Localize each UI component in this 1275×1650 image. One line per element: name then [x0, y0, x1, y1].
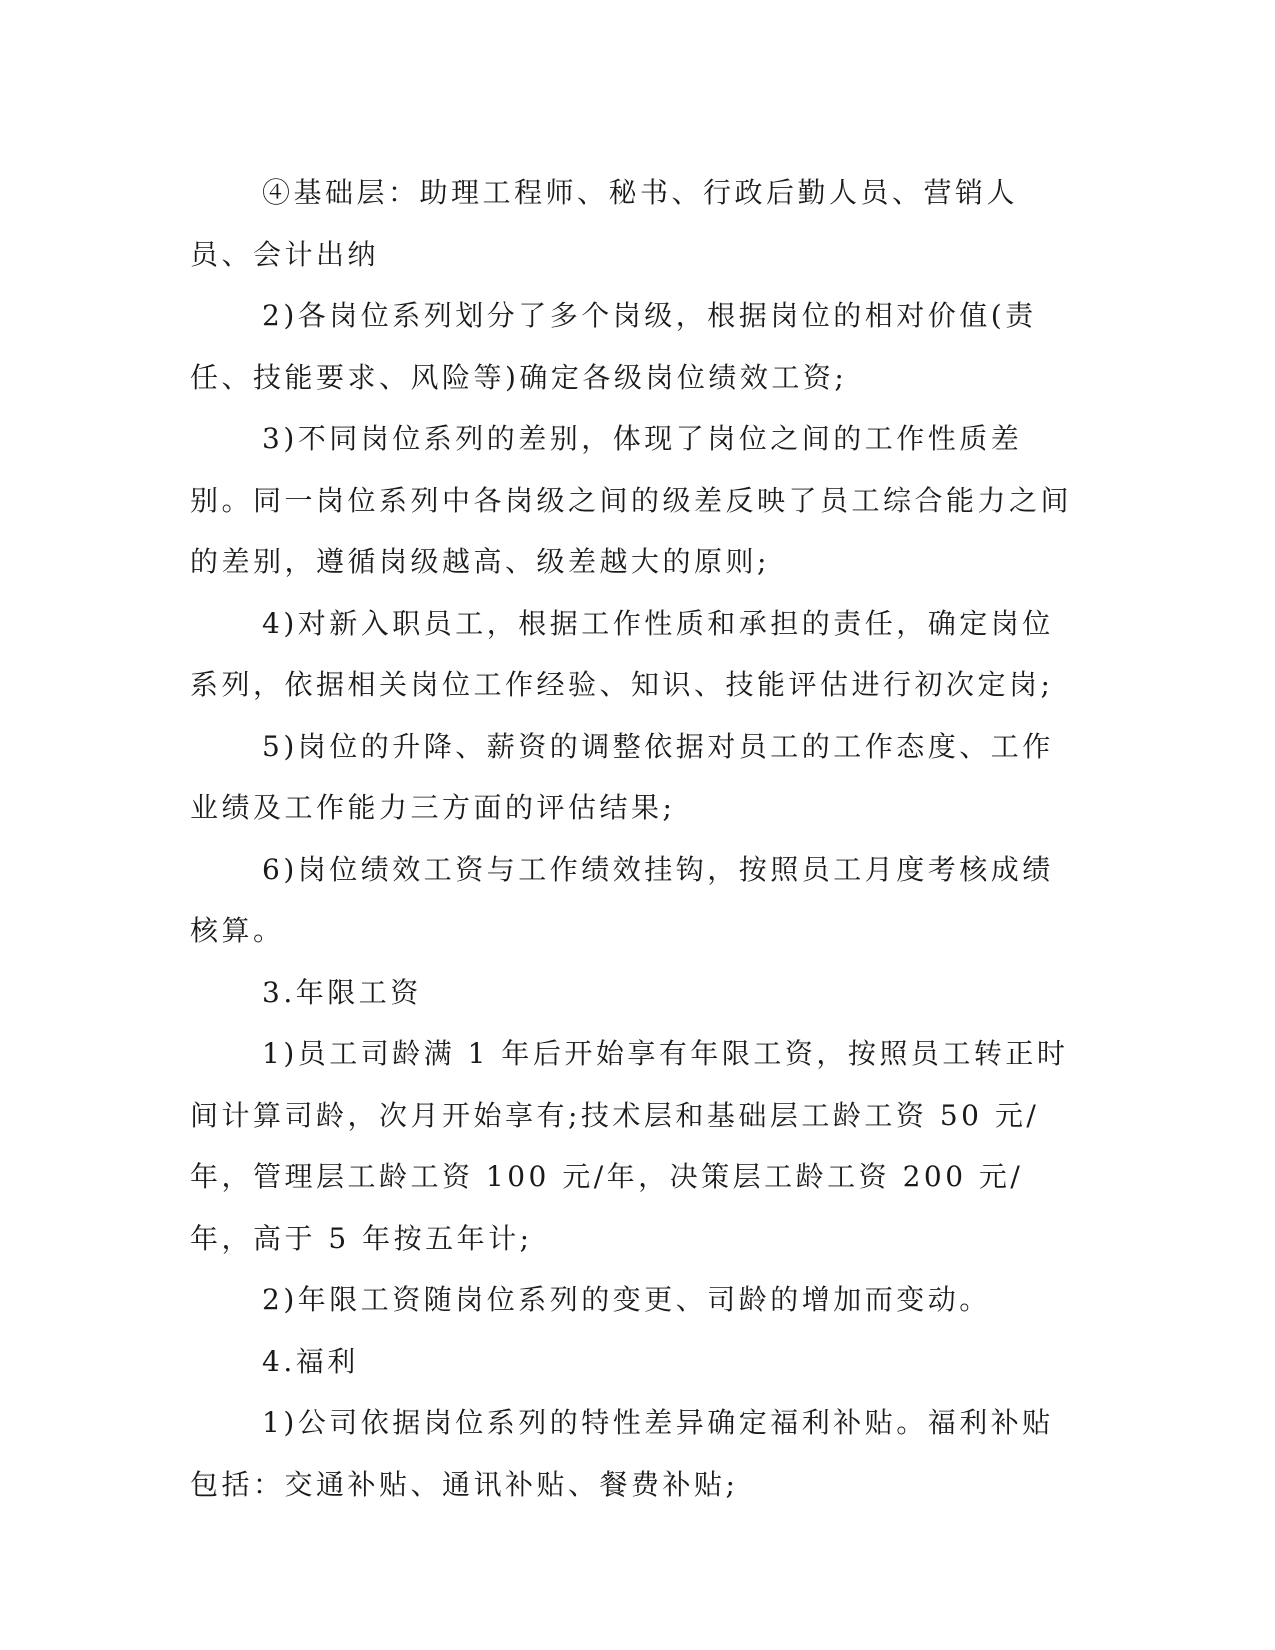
paragraph-performance-link: 6)岗位绩效工资与工作绩效挂钩，按照员工月度考核成绩核算。 [190, 852, 1054, 947]
paragraph-seniority-change: 2)年限工资随岗位系列的变更、司龄的增加而变动。 [262, 1283, 991, 1316]
document-body [190, 162, 1075, 1515]
paragraph-foundation-layer: ④基础层：助理工程师、秘书、行政后勤人员、营销人员、会计出纳 [190, 176, 1019, 271]
paragraph-new-employee-placement: 4)对新入职员工，根据工作性质和承担的责任，确定岗位系列，依据相关岗位工作经验、知识、技能评估进行初次定岗; [190, 606, 1054, 701]
paragraph-series-differences: 3)不同岗位系列的差别，体现了岗位之间的工作性质差别。同一岗位系列中各岗级之间的级差反映了员工综合能力之间的差别，遵循岗级越高、级差越大的原则; [190, 422, 1073, 578]
heading-benefits: 4.福利 [262, 1344, 359, 1378]
paragraph-seniority-rules: 1)员工司龄满 1 年后开始享有年限工资，按照员工转正时间计算司龄，次月开始享有;技术层和基础层工龄工资 50 元/年，管理层工龄工资 100 元/年，决策层工龄工资 200 元/年，高于 5 年按五年计; [190, 1037, 1069, 1255]
heading-seniority-pay: 3.年限工资 [262, 975, 422, 1009]
paragraph-promotion-adjustment: 5)岗位的升降、薪资的调整依据对员工的工作态度、工作业绩及工作能力三方面的评估结果; [190, 729, 1054, 824]
paragraph-benefit-subsidies: 1)公司依据岗位系列的特性差异确定福利补贴。福利补贴包括：交通补贴、通讯补贴、餐费补贴; [190, 1406, 1054, 1501]
paragraph-grade-levels: 2)各岗位系列划分了多个岗级，根据岗位的相对价值(责任、技能要求、风险等)确定各级岗位绩效工资; [190, 299, 1037, 394]
